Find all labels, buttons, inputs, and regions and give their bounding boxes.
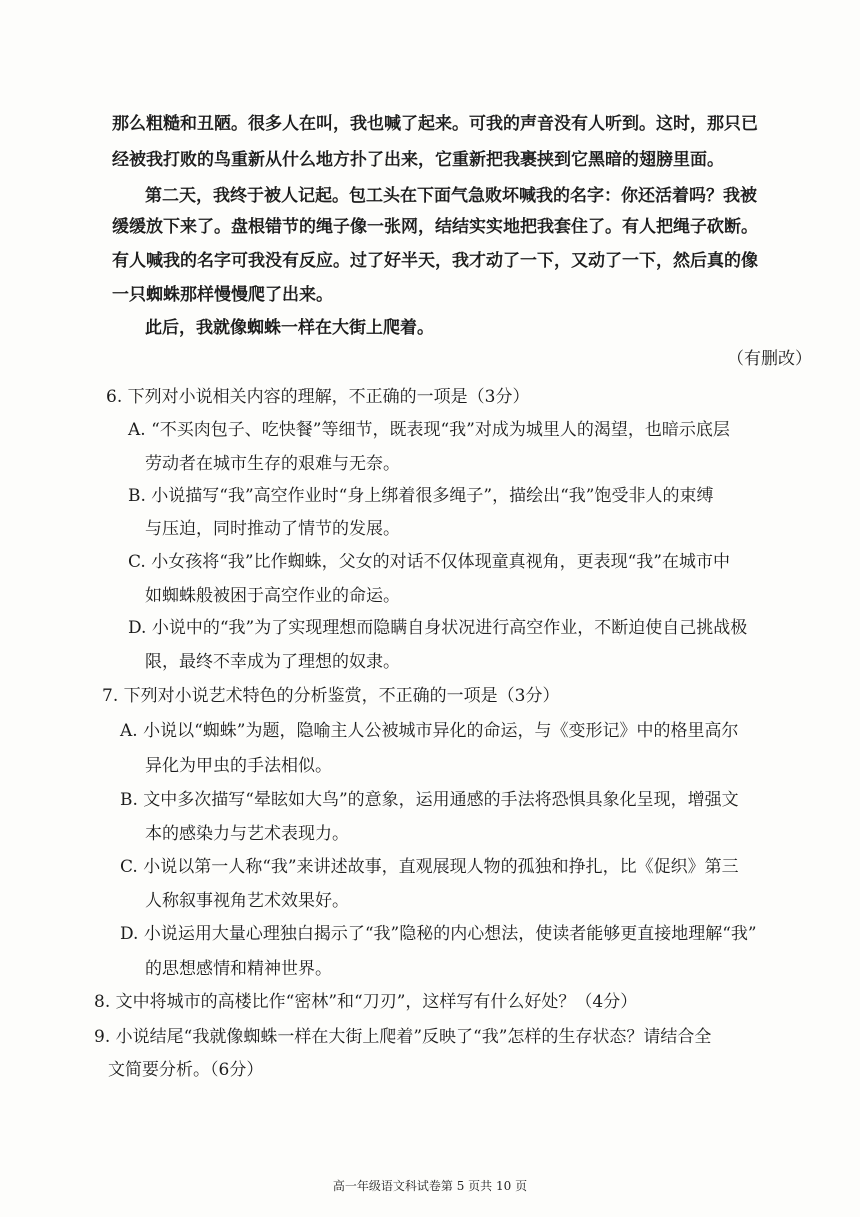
question-7-option-c: C. 小说以第一人称“我”来讲述故事，直观展现人物的孤独和挣扎，比《促织》第三 <box>120 857 739 877</box>
question-9-stem-cont: 文简要分析。（6分） <box>108 1060 264 1080</box>
question-9-stem: 9. 小说结尾“我就像蜘蛛一样在大街上爬着”反映了“我”怎样的生存状态？请结合全 <box>94 1027 712 1047</box>
question-6-option-d: D. 小说中的“我”为了实现理想而隐瞒自身状况进行高空作业，不断迫使自己挑战极 <box>128 618 748 638</box>
question-7-stem: 7. 下列对小说艺术特色的分析鉴赏，不正确的一项是（3分） <box>102 686 560 706</box>
question-6-option-c-cont: 如蜘蛛般被困于高空作业的命运。 <box>145 586 400 606</box>
question-7-option-b: B. 文中多次描写“晕眩如大鸟”的意象，运用通感的手法将恐惧具象化呈现，增强文 <box>120 790 739 810</box>
question-6-option-a-cont: 劳动者在城市生存的艰难与无奈。 <box>145 454 400 474</box>
question-7-option-a-cont: 异化为甲虫的手法相似。 <box>145 756 332 776</box>
page-footer: 高一年级语文科试卷第 5 页共 10 页 <box>332 1179 528 1193</box>
question-7-option-d-cont: 的思想感情和精神世界。 <box>145 959 332 979</box>
question-7-option-a: A. 小说以“蜘蛛”为题，隐喻主人公被城市异化的命运，与《变形记》中的格里高尔 <box>120 721 739 741</box>
source-note: （有删改） <box>727 349 812 369</box>
question-7-option-b-cont: 本的感染力与艺术表现力。 <box>145 824 349 844</box>
passage-line: 有人喊我的名字可我没有反应。过了好半天，我才动了一下，又动了一下，然后真的像 <box>112 251 758 271</box>
question-7-option-c-cont: 人称叙事视角艺术效果好。 <box>145 891 349 911</box>
question-6-stem: 6. 下列对小说相关内容的理解，不正确的一项是（3分） <box>106 387 530 407</box>
passage-line: 一只蜘蛛那样慢慢爬了出来。 <box>112 285 333 305</box>
question-8-stem: 8. 文中将城市的高楼比作“密林”和“刀刃”，这样写有什么好处？（4分） <box>94 992 638 1012</box>
passage-line: 经被我打败的鸟重新从什么地方扑了出来，它重新把我裹挟到它黑暗的翅膀里面。 <box>112 150 724 170</box>
passage-line: 缓缓放下来了。盘根错节的绳子像一张网，结结实实地把我套住了。有人把绳子砍断。 <box>112 217 758 237</box>
question-6-option-b-cont: 与压迫，同时推动了情节的发展。 <box>145 519 400 539</box>
question-7-option-d: D. 小说运用大量心理独白揭示了“我”隐秘的内心想法，使读者能够更直接地理解“我” <box>120 924 757 944</box>
question-6-option-b: B. 小说描写“我”高空作业时“身上绑着很多绳子”，描绘出“我”饱受非人的束缚 <box>128 486 714 506</box>
passage-line: 此后，我就像蜘蛛一样在大街上爬着。 <box>145 318 434 338</box>
passage-line: 那么粗糙和丑陋。很多人在叫，我也喊了起来。可我的声音没有人听到。这时，那只已 <box>112 114 758 134</box>
question-6-option-c: C. 小女孩将“我”比作蜘蛛，父女的对话不仅体现童真视角，更表现“我”在城市中 <box>128 552 730 572</box>
passage-line: 第二天，我终于被人记起。包工头在下面气急败坏喊我的名字：你还活着吗？我被 <box>145 186 757 206</box>
question-6-option-d-cont: 限，最终不幸成为了理想的奴隶。 <box>145 652 400 672</box>
question-6-option-a: A. “不买肉包子、吃快餐”等细节，既表现“我”对成为城里人的渴望，也暗示底层 <box>128 420 730 440</box>
